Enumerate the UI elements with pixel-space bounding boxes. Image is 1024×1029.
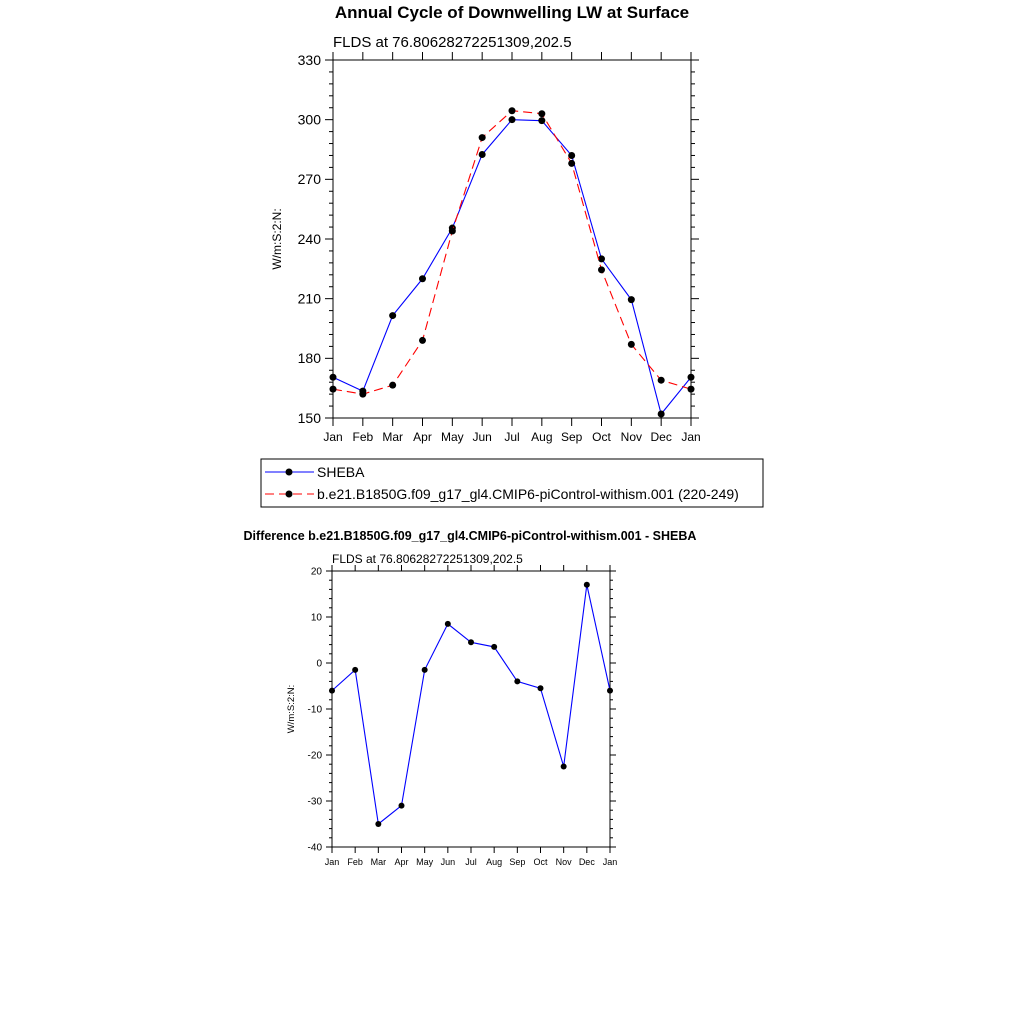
- y-tick-label: 330: [297, 51, 321, 68]
- data-point-series-0: [352, 667, 358, 673]
- y-tick-label: 240: [297, 230, 321, 247]
- series-line-1: [333, 111, 691, 394]
- x-tick-label: Aug: [531, 430, 553, 444]
- legend-marker-1: [286, 491, 293, 498]
- x-tick-label: Jul: [504, 430, 520, 444]
- data-point-series-0: [375, 821, 381, 827]
- data-point-series-0: [568, 152, 575, 159]
- y-tick-label: -10: [307, 704, 322, 716]
- data-point-series-0: [598, 255, 605, 262]
- data-point-series-0: [538, 685, 544, 691]
- x-tick-label: Apr: [413, 430, 432, 444]
- main-title: Annual Cycle of Downwelling LW at Surface: [334, 3, 690, 22]
- data-point-series-1: [628, 341, 635, 348]
- x-tick-label: Jan: [602, 857, 618, 867]
- plot-frame: [332, 571, 610, 847]
- x-tick-label: Jul: [465, 857, 477, 867]
- legend-label-1: b.e21.B1850G.f09_g17_gl4.CMIP6-piControl-withism.001 (220-249): [317, 486, 739, 502]
- data-point-series-1: [479, 134, 486, 141]
- x-tick-label: Jun: [472, 430, 492, 444]
- x-tick-label: Dec: [578, 857, 595, 867]
- chart-subtitle: FLDS at 76.80628272251309,202.5: [333, 34, 572, 51]
- data-point-series-1: [330, 386, 337, 393]
- data-point-series-0: [607, 688, 613, 694]
- series-line-0: [332, 585, 610, 824]
- y-tick-label: 300: [297, 111, 321, 128]
- x-tick-label: Jun: [440, 857, 456, 867]
- x-tick-label: Aug: [486, 857, 503, 867]
- annual-cycle-chart: [270, 34, 701, 444]
- x-tick-label: Feb: [352, 430, 374, 444]
- data-point-series-0: [468, 639, 474, 645]
- y-tick-label: 180: [297, 350, 321, 367]
- data-point-series-0: [399, 803, 405, 809]
- data-point-series-1: [449, 228, 456, 235]
- x-tick-label: Nov: [555, 857, 572, 867]
- data-point-series-0: [628, 296, 635, 303]
- legend-label-0: SHEBA: [317, 464, 365, 480]
- x-tick-label: Nov: [620, 430, 643, 444]
- data-point-series-0: [445, 621, 451, 627]
- data-point-series-1: [538, 110, 545, 117]
- y-tick-label: 10: [310, 612, 322, 624]
- data-point-series-1: [688, 386, 695, 393]
- data-point-series-1: [419, 337, 426, 344]
- data-point-series-0: [538, 117, 545, 124]
- x-tick-label: Jan: [681, 430, 701, 444]
- chart-subtitle: FLDS at 76.80628272251309,202.5: [332, 552, 523, 566]
- data-point-series-0: [389, 312, 396, 319]
- data-point-series-0: [688, 374, 695, 381]
- data-point-series-0: [419, 275, 426, 282]
- data-point-series-1: [658, 377, 665, 384]
- x-tick-label: Jan: [324, 857, 340, 867]
- data-point-series-0: [479, 151, 486, 158]
- data-point-series-1: [568, 160, 575, 167]
- x-tick-label: Mar: [382, 430, 404, 444]
- x-tick-label: Oct: [592, 430, 611, 444]
- x-tick-label: Mar: [370, 857, 387, 867]
- data-point-series-0: [422, 667, 428, 673]
- legend: [261, 459, 763, 507]
- x-tick-label: Oct: [533, 857, 548, 867]
- x-tick-label: Feb: [347, 857, 363, 867]
- x-tick-label: Sep: [509, 857, 526, 867]
- y-tick-label: -40: [307, 842, 322, 854]
- y-tick-label: 150: [297, 409, 321, 426]
- data-point-series-0: [658, 411, 665, 418]
- data-point-series-0: [330, 374, 337, 381]
- data-point-series-0: [514, 678, 520, 684]
- x-tick-label: May: [416, 857, 434, 867]
- x-tick-label: Apr: [394, 857, 409, 867]
- x-tick-label: Dec: [650, 430, 672, 444]
- difference-title: Difference b.e21.B1850G.f09_g17_gl4.CMIP6-piControl-withism.001 - SHEBA: [243, 529, 697, 543]
- y-tick-label: 20: [310, 566, 322, 578]
- y-axis-label: W/m:S:2:N:: [286, 684, 297, 734]
- data-point-series-0: [329, 688, 335, 694]
- data-point-series-1: [598, 266, 605, 273]
- legend-marker-0: [286, 469, 293, 476]
- data-point-series-0: [561, 764, 567, 770]
- y-tick-label: 0: [316, 658, 322, 670]
- y-tick-label: 210: [297, 290, 321, 307]
- x-tick-label: Sep: [560, 430, 583, 444]
- y-tick-label: -30: [307, 796, 322, 808]
- data-point-series-0: [509, 116, 516, 123]
- x-tick-label: May: [440, 430, 464, 444]
- y-tick-label: 270: [297, 171, 321, 188]
- data-point-series-1: [509, 107, 516, 114]
- y-axis-label: W/m:S:2:N:: [270, 208, 284, 270]
- data-point-series-1: [389, 382, 396, 389]
- data-point-series-1: [359, 391, 366, 398]
- x-tick-label: Jan: [323, 430, 343, 444]
- data-point-series-0: [584, 582, 590, 588]
- series-line-0: [333, 120, 691, 414]
- y-tick-label: -20: [307, 750, 322, 762]
- data-point-series-0: [491, 644, 497, 650]
- difference-chart: [286, 552, 617, 867]
